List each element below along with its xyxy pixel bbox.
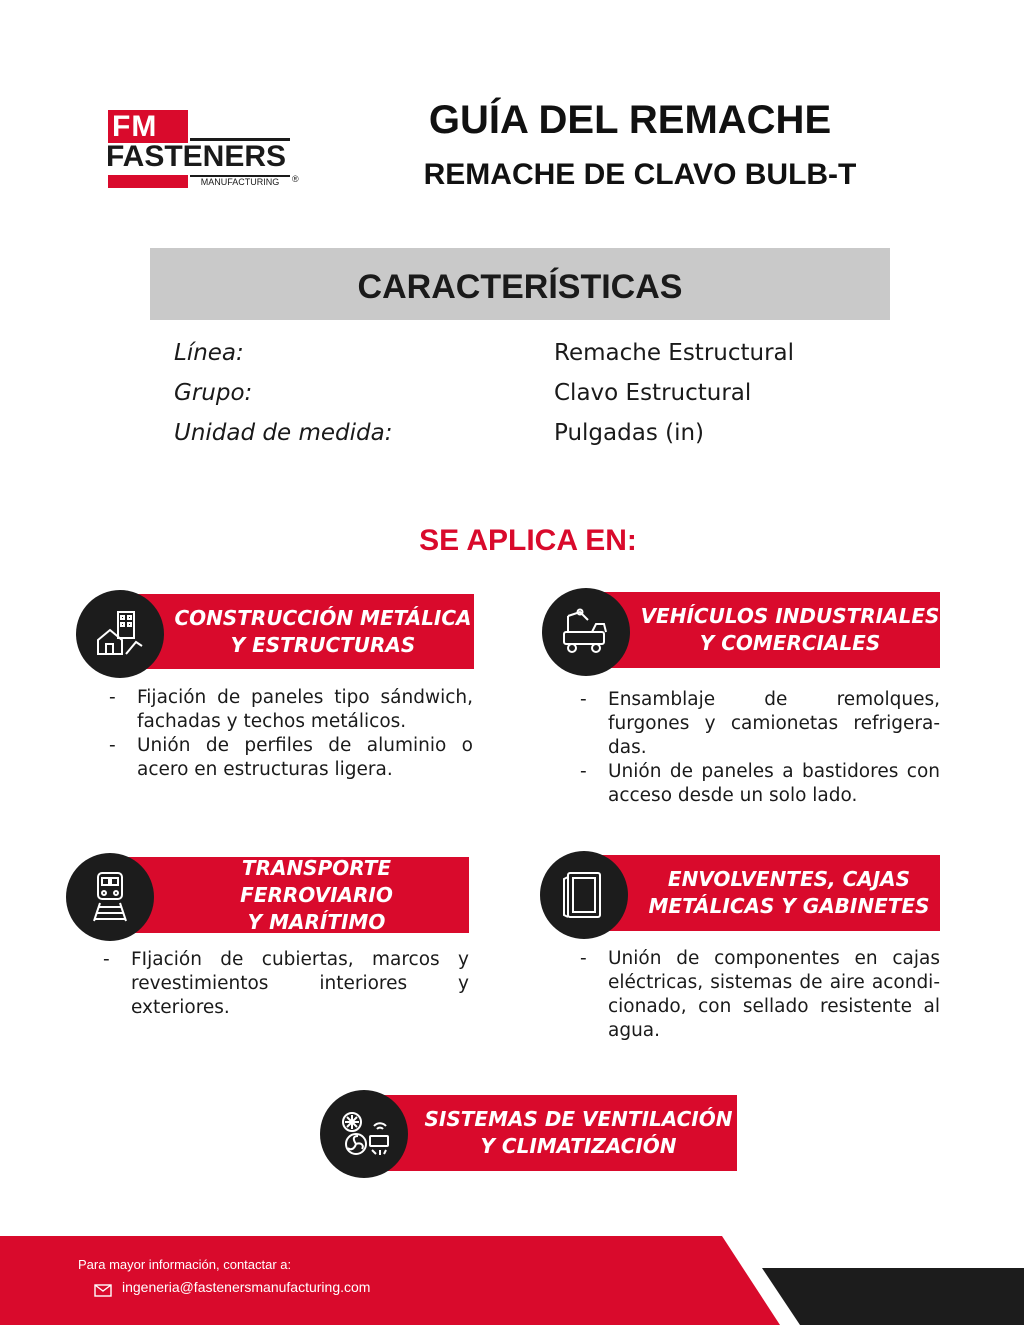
list-item: - Unión de paneles a bastidores con acceso desde un solo lado. <box>578 760 940 808</box>
char-value-unidad: Pulgadas (in) <box>554 420 705 446</box>
list-item: - Unión de componentes en cajas eléctricas, sistemas de aire acondi-cionado, con sellado resistente al agua. <box>578 947 940 1043</box>
char-label-unidad: Unidad de medida: <box>174 420 393 446</box>
footer-email-link[interactable]: ingeneria@fastenersmanufacturing.com <box>122 1279 371 1295</box>
email-icon <box>94 1282 112 1295</box>
logo-fm-block: FM <box>108 110 188 143</box>
application-bullets-vehiculos <box>578 688 940 808</box>
application-banner-ventilacion <box>360 1095 737 1171</box>
page-subtitle: REMACHE DE CLAVO BULB-T <box>423 158 857 191</box>
industrial-vehicle-icon <box>542 588 630 676</box>
application-bullets-construccion <box>107 686 473 782</box>
hvac-ventilation-icon <box>320 1090 408 1178</box>
metal-cabinet-icon <box>540 851 628 939</box>
application-bullets-envolventes <box>578 947 940 1043</box>
building-construction-icon <box>76 590 164 678</box>
char-label-linea: Línea: <box>174 340 244 366</box>
application-title-line2: Y COMERCIALES <box>699 631 881 655</box>
application-banner-ferroviario <box>104 857 469 933</box>
page-title: GUÍA DEL REMACHE <box>428 98 832 142</box>
list-item: - Ensamblaje de remolques, furgones y camionetas refrigera-das. <box>578 688 940 760</box>
application-banner-construccion <box>112 594 474 669</box>
logo-registered-mark: ® <box>292 174 299 184</box>
char-value-grupo: Clavo Estructural <box>554 380 752 406</box>
applications-title: SE APLICA EN: <box>419 524 637 557</box>
application-bullets-ferroviario <box>101 948 469 1020</box>
char-value-linea: Remache Estructural <box>554 340 795 366</box>
application-banner-vehiculos <box>580 592 940 668</box>
footer-red-band <box>0 1236 780 1325</box>
application-title-line1: CONSTRUCCIÓN METÁLICA <box>174 605 472 630</box>
application-title-line2: Y ESTRUCTURAS <box>230 632 416 657</box>
characteristics-banner: CARACTERÍSTICAS <box>150 248 890 320</box>
list-item: - Fijación de paneles tipo sándwich, fachadas y techos metálicos. <box>107 686 473 734</box>
application-title-line1: SISTEMAS DE VENTILACIÓN <box>424 1107 733 1131</box>
train-rail-icon <box>66 853 154 941</box>
application-title-line1: VEHÍCULOS INDUSTRIALES <box>640 604 940 628</box>
application-title-line1: ENVOLVENTES, CAJAS <box>667 867 911 891</box>
logo-wordmark: FASTENERS <box>106 140 287 173</box>
footer-contact-label: Para mayor información, contactar a: <box>78 1257 292 1272</box>
application-title-line2: Y MARÍTIMO <box>247 909 386 934</box>
list-item: - Unión de perfiles de aluminio o acero en estructuras ligera. <box>107 734 473 782</box>
footer-black-band <box>762 1268 1024 1325</box>
application-title-line2: Y CLIMATIZACIÓN <box>480 1134 677 1158</box>
application-title-line1: TRANSPORTE FERROVIARIO <box>240 855 393 907</box>
application-banner-envolventes <box>578 855 940 931</box>
logo-tagline: MANUFACTURING <box>190 175 290 188</box>
char-label-grupo: Grupo: <box>174 380 253 406</box>
application-title-line2: METÁLICAS Y GABINETES <box>648 894 930 918</box>
list-item: - FIjación de cubiertas, marcos y revestimientos interiores y exteriores. <box>101 948 469 1020</box>
logo-red-bar <box>108 175 188 188</box>
